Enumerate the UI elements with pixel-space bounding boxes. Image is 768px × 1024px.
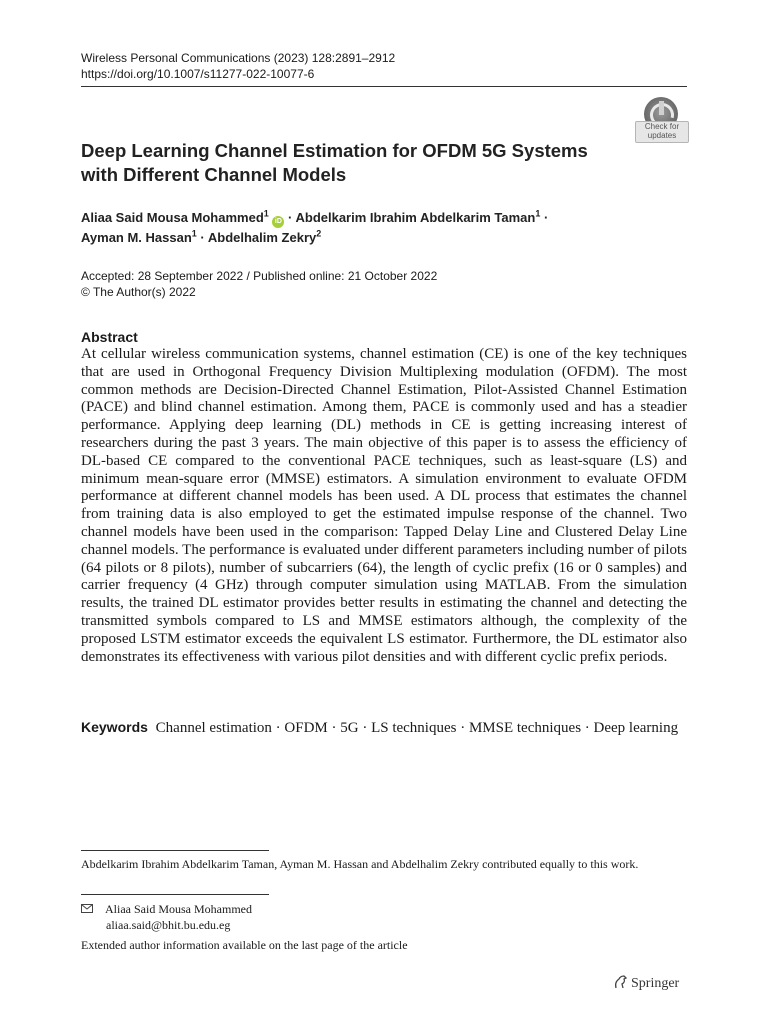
author-affiliation: 1 [191, 228, 197, 239]
keywords-list: Channel estimation · OFDM · 5G · LS techniques · MMSE techniques · Deep learning [155, 720, 679, 736]
paper-title [81, 139, 621, 187]
author-line-2: Ayman M. Hassan$^1$ · Abdelhalim Zekry$^2$ [81, 228, 322, 245]
footnote-divider [81, 894, 269, 895]
title-line-1: Deep Learning Channel Estimation for OFDM 5G Systems [81, 140, 588, 161]
copyright: © The Author(s) 2022 [81, 285, 196, 299]
footnote-divider [81, 850, 269, 851]
corresponding-author-email[interactable]: aliaa.said@bhit.bu.edu.eg [106, 918, 231, 932]
accepted-published-date: Accepted: 28 September 2022 / Published online: 21 October 2022 [81, 269, 438, 283]
author-line-1: Aliaa Said Mousa Mohammed$^1$ iD · Abdelkarim Ibrahim Abdelkarim Taman$^1$ · [81, 208, 681, 228]
author-affiliation: 2 [316, 228, 322, 239]
author-affiliation: 1 [535, 208, 541, 219]
author-name[interactable]: Abdelhalim Zekry [207, 230, 317, 245]
springer-horse-icon [613, 975, 629, 989]
journal-citation: Wireless Personal Communications (2023) 128:2891–2912 [81, 51, 396, 65]
doi-link[interactable]: https://doi.org/10.1007/s11277-022-10077-6 [81, 67, 315, 81]
keywords [81, 718, 687, 737]
contribution-footnote: Abdelkarim Ibrahim Abdelkarim Taman, Ayman M. Hassan and Abdelhalim Zekry contributed equally to this work. [81, 857, 639, 871]
extended-author-info: Extended author information available on the last page of the article [81, 938, 408, 952]
abstract-heading: Abstract [81, 329, 138, 345]
corresponding-author-name: Aliaa Said Mousa Mohammed [105, 902, 252, 916]
author-name[interactable]: Ayman M. Hassan [81, 230, 192, 245]
keywords-label: Keywords [81, 719, 148, 735]
orcid-icon[interactable]: iD [272, 216, 284, 228]
author-affiliation: 1 [263, 208, 269, 219]
header-divider [81, 86, 687, 87]
springer-logo [613, 975, 679, 992]
journal-header [81, 50, 395, 82]
check-updates-label: Check for updates [635, 121, 689, 143]
publication-dates [81, 268, 437, 300]
author-name[interactable]: Abdelkarim Ibrahim Abdelkarim Taman [295, 210, 536, 225]
author-name[interactable]: Aliaa Said Mousa Mohammed [81, 210, 264, 225]
title-line-2: with Different Channel Models [81, 164, 347, 185]
publisher-name: Springer [631, 976, 680, 991]
abstract-text: At cellular wireless communication systems, channel estimation (CE) is one of the key techniques that are used in Orthogonal Frequency Division Multiplexing modulation (OFDM). The most common methods are Decision-Directed Channel Estimation, Pilot-Assisted Channel Estimation (PACE) and blind channel estimation. Among them, PACE is commonly used and has a steadier performance. Applying deep learning (DL) methods in CE is getting increasing interest of researchers during the past 3 years. The main objective of this paper is to assess the efficiency of DL-based CE compared to the conventional PACE techniques, such as least-square (LS) and minimum mean-square error (MMSE) estimators. A simulation environment to evaluate OFDM performance at different channel models has been used. A DL process that estimates the channel from training data is also employed to get the estimated impulse response of the channel. Two channel models have been used in the comparison: Tapped Delay Line and Clustered Delay Line channel models. The performance is evaluated under different parameters including number of pilots (64 pilots or 8 pilots), number of subcarriers (64), the length of cyclic prefix (16 or 0 samples) and carrier frequency (4 GHz) through computer simulation using MATLAB. From the simulation results, the trained DL estimator provides better results in estimating the channel and detecting the transmitted symbols compared to LS and MMSE estimators although, the complexity of the proposed LSTM estimator exceeds the equivalent LS estimator. Furthermore, the DL estimator also demonstrates its effectiveness with various pilot densities and with different cyclic prefix periods. [81, 346, 687, 665]
envelope-icon [81, 901, 95, 917]
check-updates-icon[interactable] [634, 97, 688, 143]
corresponding-author [81, 901, 252, 933]
author-list [81, 208, 681, 248]
